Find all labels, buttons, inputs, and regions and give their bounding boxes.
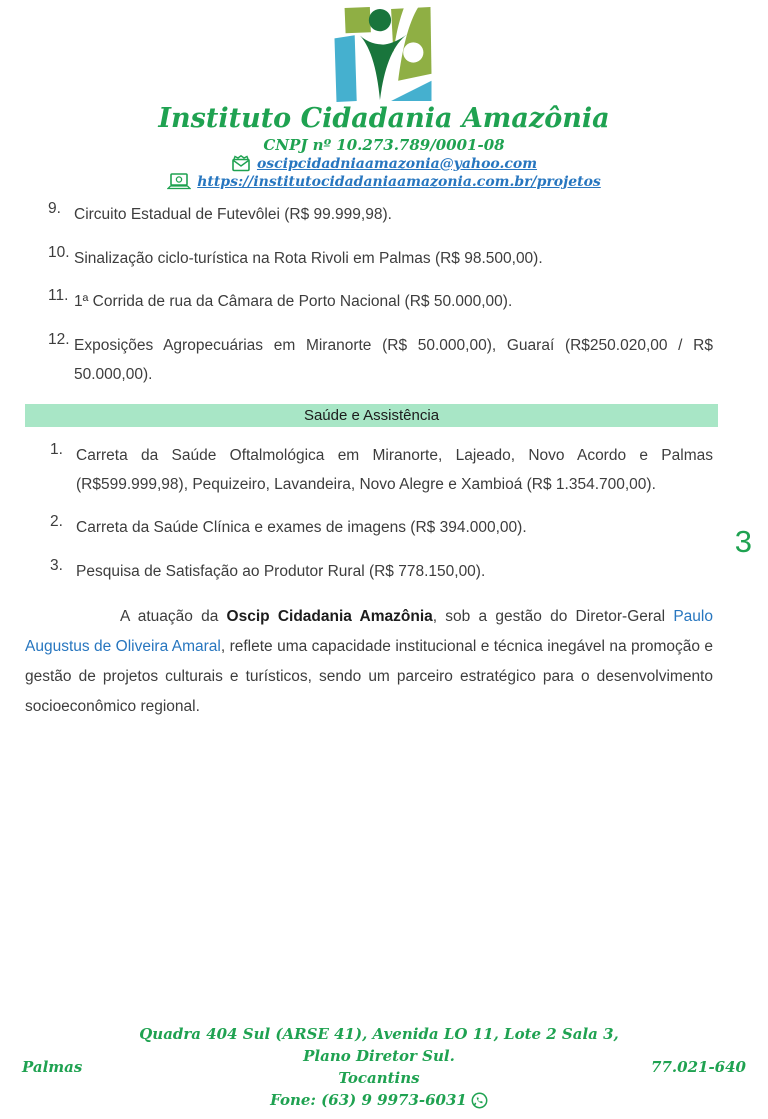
list-item-text: Pesquisa de Satisfação ao Produtor Rural (R$ 778.150,00).: [76, 562, 486, 580]
list-item-number: 9.: [48, 200, 61, 218]
paragraph-text: , reflete uma capacidade institucional e técnica inegável na promoção e gestão de projetos culturais e turísticos, sendo um parceiro estratégico para o desenvolvimento socioeconômico regional.: [25, 638, 713, 716]
events-list: [48, 200, 713, 389]
website-line: [0, 173, 768, 190]
organization-name-bold: Oscip Cidadania Amazônia: [226, 608, 433, 626]
list-item-number: 11.: [48, 287, 69, 305]
envelope-icon: [231, 155, 251, 172]
list-item-number: 12.: [48, 330, 70, 348]
section-header-saude-e-assistencia: [25, 404, 718, 427]
list-item-number: 3.: [50, 556, 63, 574]
list-item-text: 1ª Corrida de rua da Câmara de Porto Nacional (R$ 50.000,00).: [74, 293, 513, 311]
list-item-number: 1.: [50, 440, 63, 458]
whatsapp-icon: [471, 1092, 488, 1109]
organization-logo-icon: [332, 7, 436, 103]
email-link[interactable]: oscipcidadniaamazonia@yahoo.com: [256, 155, 538, 172]
list-item: [48, 287, 713, 316]
letterhead: [0, 0, 768, 190]
footer-state: Tocantins: [338, 1069, 420, 1087]
laptop-icon: [167, 173, 191, 190]
list-item-text: Sinalização ciclo-turística na Rota Rivoli em Palmas (R$ 98.500,00).: [74, 249, 543, 267]
section-title: Saúde e Assistência: [303, 406, 440, 424]
list-item-text: Exposições Agropecuárias em Miranorte (R$ 50.000,00), Guaraí (R$250.020,00 / R$ 50.000,00).: [74, 336, 713, 384]
closing-paragraph: [25, 602, 713, 722]
paragraph-text: , sob a gestão do Diretor-Geral: [432, 608, 674, 626]
website-link[interactable]: https://institutocidadaniaamazonia.com.br/projetos: [197, 173, 601, 190]
footer-phone: Fone: (63) 9 9973-6031: [270, 1091, 467, 1109]
saude-list: [50, 441, 713, 587]
list-item-number: 10.: [48, 243, 70, 261]
list-item: [48, 244, 713, 273]
footer-zip: 77.021-640: [651, 1058, 746, 1076]
footer: [0, 1023, 768, 1111]
director-name-link[interactable]: Paulo Augustus de Oliveira Amaral: [25, 608, 713, 656]
list-item: [48, 200, 713, 229]
list-item-text: Carreta da Saúde Clínica e exames de imagens (R$ 394.000,00).: [76, 519, 527, 537]
list-item-text: Circuito Estadual de Futevôlei (R$ 99.999,98).: [74, 206, 392, 224]
page-number: 3: [734, 524, 752, 559]
footer-city: Palmas: [22, 1058, 83, 1076]
organization-name: Instituto Cidadania Amazônia: [158, 103, 610, 134]
list-item-number: 2.: [50, 513, 63, 531]
footer-phone-line: [270, 1089, 488, 1111]
paragraph-text: A atuação da: [120, 608, 227, 626]
cnpj-number: CNPJ nº 10.273.789/0001-08: [263, 136, 505, 155]
list-item-text: Carreta da Saúde Oftalmológica em Miranorte, Lajeado, Novo Acordo e Palmas (R$599.999,98), Pequizeiro, Lavandeira, Novo Alegre e Xambioá (R$ 1.354.700,00).: [76, 446, 713, 493]
list-item: [50, 441, 713, 500]
list-item: [50, 513, 713, 542]
list-item: [48, 331, 713, 390]
list-item: [50, 557, 713, 586]
footer-address: Quadra 404 Sul (ARSE 41), Avenida LO 11, Lote 2 Sala 3, Plano Diretor Sul.: [139, 1025, 619, 1065]
email-line: [0, 155, 768, 172]
